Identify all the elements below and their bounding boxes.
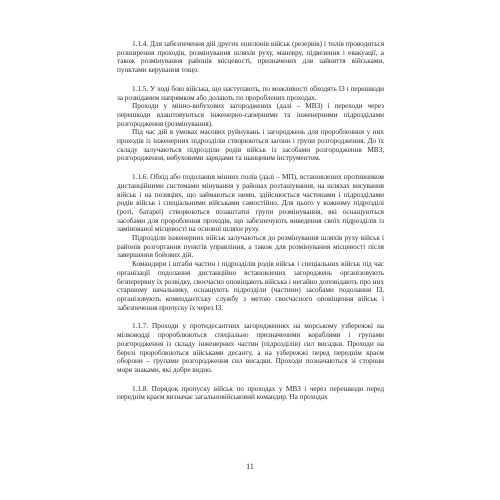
paragraph-1-1-6: 1.1.6. Обхід або подолання мінних полів (далі – МП), встановлених противником дистанційними системами мінування у районах розташування, на шляхах висування військ і на позиціях, що займаються ними, здійснюється частинами і підрозділами родів військ і спеціальними військами самостійно. Для цього у кожному підрозділі (роті, батареї) створюються позаштатні групи розмінування, які оснащуються засобами для пророблення проходів, що забезпечують виведення своїх підрозділів із замінованої місцевості на основні шляхи руху.	[117, 172, 384, 234]
paragraph-engineering-units: Підрозділи інженерних військ залучаються до розмінування шляхів руху військ і районів розгортання пунктів управління, а також для розмінування місцевості після завершення бойових дій.	[117, 233, 384, 260]
paragraph-1-1-5: 1.1.5. У ході бою війська, що наступають, по можливості обходять ІЗ і перешкоди за розвіданим напрямком або долають по пророблених проходах.	[117, 83, 384, 102]
paragraph-1-1-7: 1.1.7. Проходи у протидесантних загородженнях на морському узбережжі на мілководді пророблюються спеціально призначеними кораблями і групами розгородження із складу інженерних частин (підрозділів) сил висадки. Проходи на березі пророблюються військами десанту, а на узбережжі перед переднім краєм оборони – групами розгородження сил висадки. Проходи позначаються зі сторони моря знаками, які добре видно.	[117, 321, 384, 374]
paragraph-commanders: Командири і штаби частин і підрозділів родів військ і спеціальних військ під час організації подолання дистанційно встановлених загороджень організовують безперервну їх розвідку, своєчасно оповіщають війська і негайно доповідають про них старшому начальнику, оснащують підрозділи (частини) засобами подолання ІЗ, організовують комендантську службу з метою своєчасного оповіщення військ і забезпечення пропуску їх через ІЗ.	[117, 259, 384, 312]
paragraph-1-1-8: 1.1.8. Порядок пропуску військ по проходах у МВЗ і через перешкоди перед переднім краєм визначає загальновійськовий командир. На проходах	[117, 383, 384, 402]
paragraph-mass-destruction: Під час дій в умовах масових руйнувань і загороджень для проробленння у них проходів із інженерних підрозділів створюються загони і групи розгородження. До їх складу залучаються підрозділи родів військ із засобами розгородження МВЗ, розгородження, вибуховими зарядами та шанцевим інструментом.	[117, 127, 384, 163]
page-body	[117, 40, 384, 402]
paragraph-mvz-passages: Проходи у мінно-вибухових загороджених (далі – МВЗ) і переходи через перешкоди влаштовуються інженерно-саперними та інженерними підрозділами розгородження (розмінування).	[117, 101, 384, 128]
page-number: 11	[246, 462, 254, 471]
paragraph-1-1-4: 1.1.4. Для забезпечення дій других ешелонів військ (резервів) і тилів проводиться розширення проходів, розмінування шляхів руху, маневру, підвезення і евакуації, а також розмінування районів місцевості, призначених для зайняття військами, пунктами керування тощо.	[117, 39, 384, 75]
